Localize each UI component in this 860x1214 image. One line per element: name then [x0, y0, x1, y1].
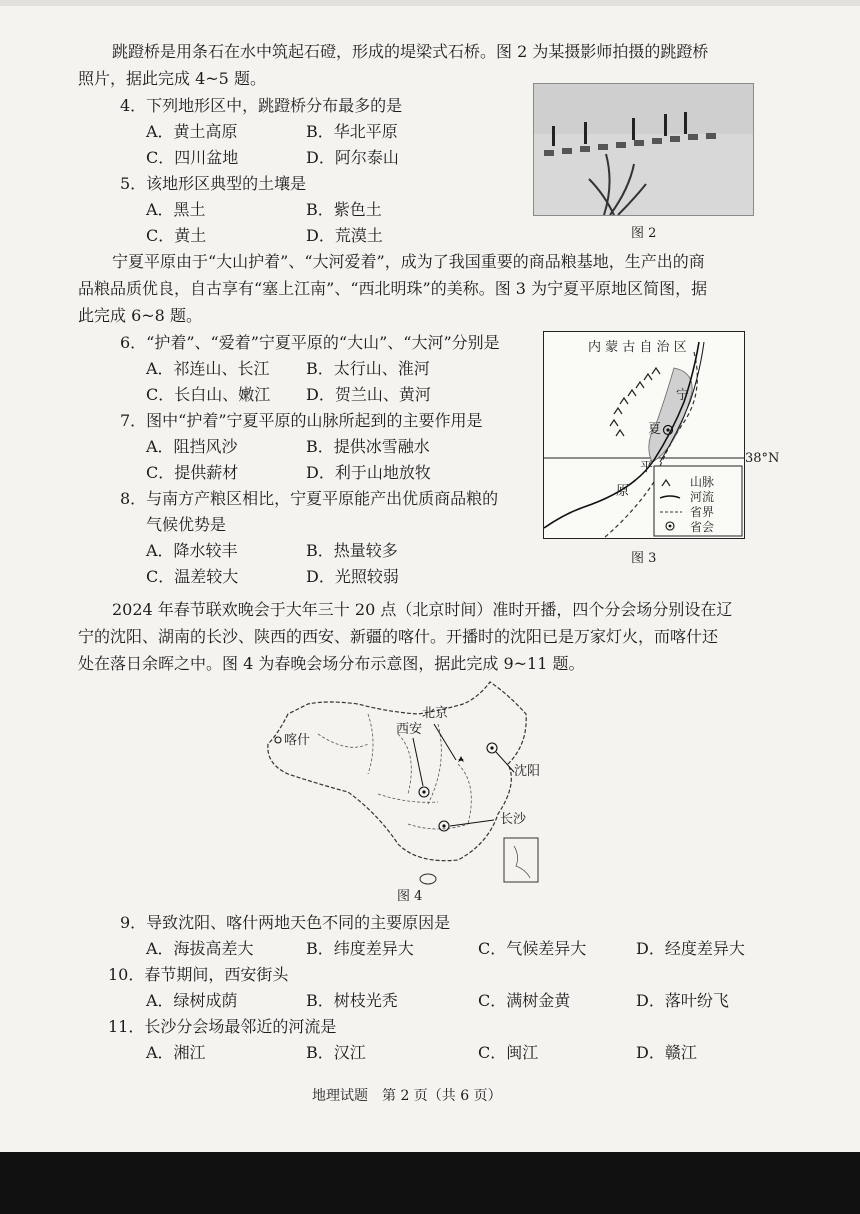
q8-option-a: A．降水较丰	[146, 541, 238, 560]
city-xian: 西安	[396, 722, 423, 737]
intro3-line1: 2024 年春节联欢晚会于大年三十 20 点（北京时间）准时开播，四个分会场分别设在辽	[112, 600, 733, 619]
q7-option-b: B．提供冰雪融水	[306, 437, 430, 456]
city-kashgar: 喀什	[284, 733, 311, 748]
q11-option-d: D．赣江	[636, 1043, 697, 1062]
q9-option-a: A．海拔高差大	[146, 939, 254, 958]
figure4-caption: 图 4	[397, 889, 423, 904]
figure3-label-ning: 宁	[676, 388, 690, 403]
intro2-line2: 品粮品质优良，自古享有“塞上江南”、“西北明珠”的美称。图 3 为宁夏平原地区简图，据	[78, 279, 708, 298]
q4-option-c: C．四川盆地	[146, 148, 239, 167]
q10-stem: 10．春节期间，西安街头	[108, 965, 289, 984]
q5-option-c: C．黄土	[146, 226, 207, 245]
q11-option-a: A．湘江	[146, 1043, 206, 1062]
figure3-label-ping: 平	[640, 460, 654, 475]
q8-option-b: B．热量较多	[306, 541, 398, 560]
page-footer: 地理试题 第 2 页（共 6 页）	[312, 1088, 502, 1104]
q9-option-c: C．气候差异大	[478, 939, 587, 958]
q7-option-a: A．阻挡风沙	[146, 437, 238, 456]
figure3-caption: 图 3	[631, 551, 657, 566]
q11-option-b: B．汉江	[306, 1043, 366, 1062]
city-beijing: 北京	[422, 706, 449, 721]
q6-option-c: C．长白山、嫩江	[146, 385, 271, 404]
q10-option-c: C．满树金黄	[478, 991, 571, 1010]
q7-option-c: C．提供薪材	[146, 463, 239, 482]
q4-stem: 4．下列地形区中，跳蹬桥分布最多的是	[120, 96, 403, 115]
figure2-caption: 图 2	[631, 226, 657, 241]
q6-stem: 6．“护着”、“爱着”宁夏平原的“大山”、“大河”分别是	[120, 333, 500, 352]
figure3-latitude-label: 38°N	[745, 451, 780, 466]
q11-stem: 11．长沙分会场最邻近的河流是	[108, 1017, 337, 1036]
intro3-line2: 宁的沈阳、湖南的长沙、陕西的西安、新疆的喀什。开播时的沈阳已是万家灯火，而喀什还	[78, 627, 719, 646]
legend-mountain: 山脉	[690, 475, 715, 489]
figure3-region-label: 内 蒙 古 自 治 区	[588, 340, 687, 355]
figure2-photo	[533, 83, 754, 216]
scan-edge-bottom	[0, 1152, 860, 1214]
intro2-line1: 宁夏平原由于“大山护着”、“大河爱着”，成为了我国重要的商品粮基地，生产出的商	[112, 252, 705, 271]
intro1-line2: 照片，据此完成 4~5 题。	[78, 69, 266, 88]
q9-stem: 9．导致沈阳、喀什两地天色不同的主要原因是	[120, 913, 451, 932]
intro1-line1: 跳蹬桥是用条石在水中筑起石磴，形成的堤梁式石桥。图 2 为某摄影师拍摄的跳蹬桥	[112, 42, 709, 61]
q7-stem: 7．图中“护着”宁夏平原的山脉所起到的主要作用是	[120, 411, 483, 430]
figure3-map	[543, 331, 745, 539]
figure3-label-yuan: 原	[616, 484, 630, 499]
q4-option-d: D．阿尔泰山	[306, 148, 399, 167]
figure3-label-xia: 夏	[648, 422, 662, 437]
q6-option-b: B．太行山、淮河	[306, 359, 430, 378]
q7-option-d: D．利于山地放牧	[306, 463, 431, 482]
q9-option-d: D．经度差异大	[636, 939, 745, 958]
q10-option-d: D．落叶纷飞	[636, 991, 729, 1010]
city-changsha: 长沙	[500, 812, 527, 827]
q11-option-c: C．闽江	[478, 1043, 539, 1062]
q6-option-d: D．贺兰山、黄河	[306, 385, 431, 404]
q8-option-c: C．温差较大	[146, 567, 239, 586]
intro2-line3: 此完成 6~8 题。	[78, 306, 202, 325]
q5-option-a: A．黑土	[146, 200, 206, 219]
scan-edge-top	[0, 0, 860, 6]
city-shenyang: 沈阳	[514, 764, 541, 779]
q8-option-d: D．光照较弱	[306, 567, 399, 586]
q4-option-b: B．华北平原	[306, 122, 398, 141]
q5-option-d: D．荒漠土	[306, 226, 383, 245]
q4-option-a: A．黄土高原	[146, 122, 238, 141]
q5-stem: 5．该地形区典型的土壤是	[120, 174, 307, 193]
q5-option-b: B．紫色土	[306, 200, 382, 219]
legend-river: 河流	[690, 490, 715, 504]
q6-option-a: A．祁连山、长江	[146, 359, 270, 378]
legend-province-border: 省界	[690, 505, 715, 519]
q10-option-a: A．绿树成荫	[146, 991, 238, 1010]
q8-stem-line2: 气候优势是	[146, 515, 227, 534]
q10-option-b: B．树枝光秃	[306, 991, 398, 1010]
figure4-map	[258, 674, 558, 888]
intro3-line3: 处在落日余晖之中。图 4 为春晚会场分布示意图，据此完成 9~11 题。	[78, 654, 585, 673]
q8-stem-line1: 8．与南方产粮区相比，宁夏平原能产出优质商品粮的	[120, 489, 499, 508]
legend-provincial-capital: 省会	[690, 520, 715, 534]
q9-option-b: B．纬度差异大	[306, 939, 414, 958]
